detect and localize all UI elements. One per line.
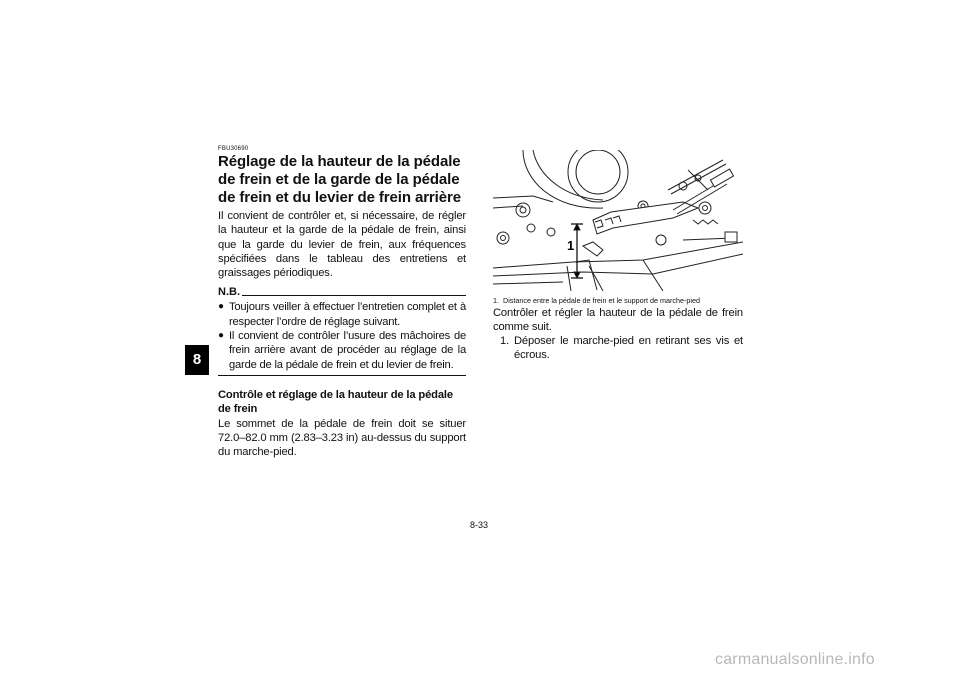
section-title: Réglage de la hauteur de la pédale de frein et de la garde de la pédale de frein et du levier de frein arrière (218, 153, 461, 206)
bullet-icon: ● (218, 330, 224, 342)
sub-paragraph: Le sommet de la pédale de frein doit se situer 72.0–82.0 mm (2.83–3.23 in) au-dessus du support du marche-pied. (218, 417, 466, 459)
nb-item-text: Toujours veiller à effectuer l’entretien complet et à respecter l’ordre de réglage suivant. (229, 301, 466, 328)
step-text: Déposer le marche-pied en retirant ses vis et écrous. (514, 335, 743, 362)
figure-caption (493, 297, 743, 306)
intro-paragraph: Il convient de contrôler et, si nécessaire, de régler la hauteur et la garde de la pédale de frein, ainsi que la garde du levier de frein, aux fréquences spécifiées dans le tableau des entretiens et graissages périodiques. (218, 210, 466, 280)
right-column (493, 150, 743, 363)
nb-list (218, 300, 466, 371)
step-number: 1. (500, 335, 510, 348)
nb-item (218, 300, 466, 329)
subheading: Contrôle et réglage de la hauteur de la pédale de frein (218, 388, 453, 416)
nb-end-rule (218, 375, 466, 376)
steps-list (493, 334, 743, 363)
nb-item (218, 329, 466, 372)
caption-text: Distance entre la pédale de frein et le support de marche-pied (503, 296, 700, 305)
caption-number: 1. (493, 296, 499, 305)
figure-label: 1 (567, 238, 575, 253)
nb-header (218, 286, 466, 299)
nb-rule (242, 295, 466, 296)
page-number: 8-33 (470, 520, 489, 530)
right-paragraph: Contrôler et régler la hauteur de la pédale de frein comme suit. (493, 306, 743, 333)
left-column (218, 146, 466, 459)
section-code: FBU30690 (218, 146, 249, 152)
step-item (493, 334, 743, 363)
bullet-icon: ● (218, 301, 224, 313)
brake-pedal-illustration (493, 150, 743, 291)
watermark: carmanualsonline.info (715, 651, 875, 668)
nb-item-text: Il convient de contrôler l’usure des mâchoires de frein arrière avant de procéder au réglage de la garde de la pédale de frein et du levier de frein. (229, 330, 466, 371)
chapter-tab: 8 (185, 345, 209, 375)
nb-label: N.B. (218, 286, 240, 299)
